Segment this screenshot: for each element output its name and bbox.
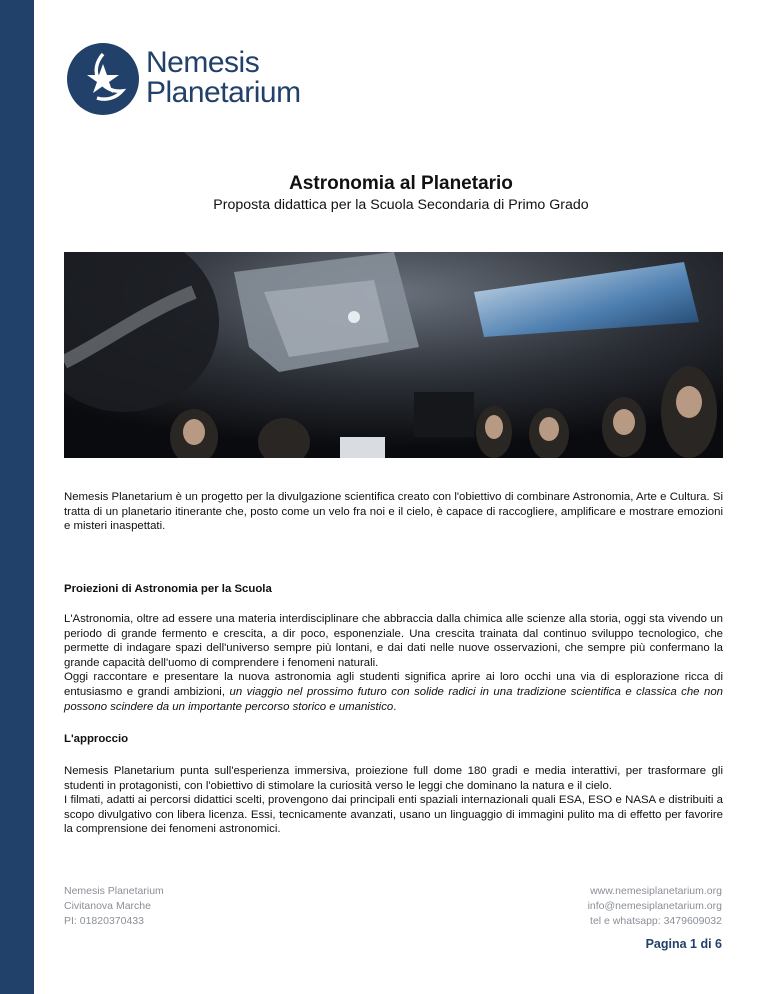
logo-star-icon xyxy=(66,42,140,116)
footer-email[interactable]: info@nemesiplanetarium.org xyxy=(587,900,722,912)
footer-website[interactable]: www.nemesiplanetarium.org xyxy=(590,885,722,897)
side-bar xyxy=(0,0,34,994)
logo xyxy=(66,42,326,118)
section-heading-projections: Proiezioni di Astronomia per la Scuola xyxy=(64,583,272,595)
projections-text-end: . xyxy=(393,700,397,713)
footer-company: Nemesis Planetarium xyxy=(64,885,164,897)
footer-vat: PI: 01820370433 xyxy=(64,915,144,927)
projections-italic-text: un viaggio nel prossimo futuro con solide radici in una tradizione scientifica e classica che non possono scindere da un importante percorso storico e umanistico xyxy=(64,685,724,713)
projections-paragraph-1: L'Astronomia, oltre ad essere una materia interdisciplinare che abbraccia dalla chimica alle scienze alla storia, oggi sta vivendo un periodo di grande fermento e crescita, a dir poco, esponenziale. Una crescita trainata dal continuo sviluppo tecnologico, che permette di indagare spazi dell'universo sempre più lontani, e dai dati nelle nuove osservazioni, che sempre più confermano la grande capacità dell'uomo di comprendere i fenomeni naturali. xyxy=(64,613,723,669)
footer-phone: tel e whatsapp: 3479609032 xyxy=(590,915,722,927)
approach-paragraph-2: I filmati, adatti ai percorsi didattici scelti, provengono dai principali enti spaziali internazionali quali ESA, ESO e NASA e distribuiti a scopo divulgativo con libera licenza. Essi, tecnicamente avanzati, usano un linguaggio di immagini pulito ma di effetto per favorire la comprensione dei fenomeni astronomici. xyxy=(64,794,723,836)
footer-contacts xyxy=(588,884,722,929)
intro-paragraph: Nemesis Planetarium è un progetto per la divulgazione scientifica creato con l'obiettivo di combinare Astronomia, Arte e Cultura. Si tratta di un planetario itinerante che, posto come un velo fra noi e il cielo, è capace di raccogliere, amplificare e mostrare emozioni e misteri inaspettati. xyxy=(64,491,723,533)
projections-paragraph-2 xyxy=(64,670,723,714)
document-subtitle: Proposta didattica per la Scuola Secondaria di Primo Grado xyxy=(213,197,589,213)
photo-illustration xyxy=(64,252,723,458)
logo-line-2: Planetarium xyxy=(146,76,301,109)
logo-wordmark xyxy=(146,48,301,108)
section-heading-approach: L'approccio xyxy=(64,733,129,745)
section-approach-body xyxy=(64,764,723,837)
projections-text: Oggi raccontare e presentare la nuova astronomia agli studenti significa aprire ai loro occhi una via di esplorazione ricca di entusiasmo e grandi ambizioni, xyxy=(64,671,723,698)
footer-address xyxy=(64,884,164,929)
footer-city: Civitanova Marche xyxy=(64,900,151,912)
approach-paragraph-1: Nemesis Planetarium punta sull'esperienza immersiva, proiezione full dome 180 gradi e media interattivi, per trasformare gli studenti in protagonisti, con l'obiettivo di stimolare la curiosità verso le leggi che dominano la natura e il cielo. xyxy=(64,765,723,792)
page-number: Pagina 1 di 6 xyxy=(645,937,722,951)
logo-line-1: Nemesis xyxy=(146,46,260,79)
document-title: Astronomia al Planetario xyxy=(289,173,513,194)
planetarium-photo xyxy=(64,252,723,458)
section-projections-body xyxy=(64,612,723,714)
